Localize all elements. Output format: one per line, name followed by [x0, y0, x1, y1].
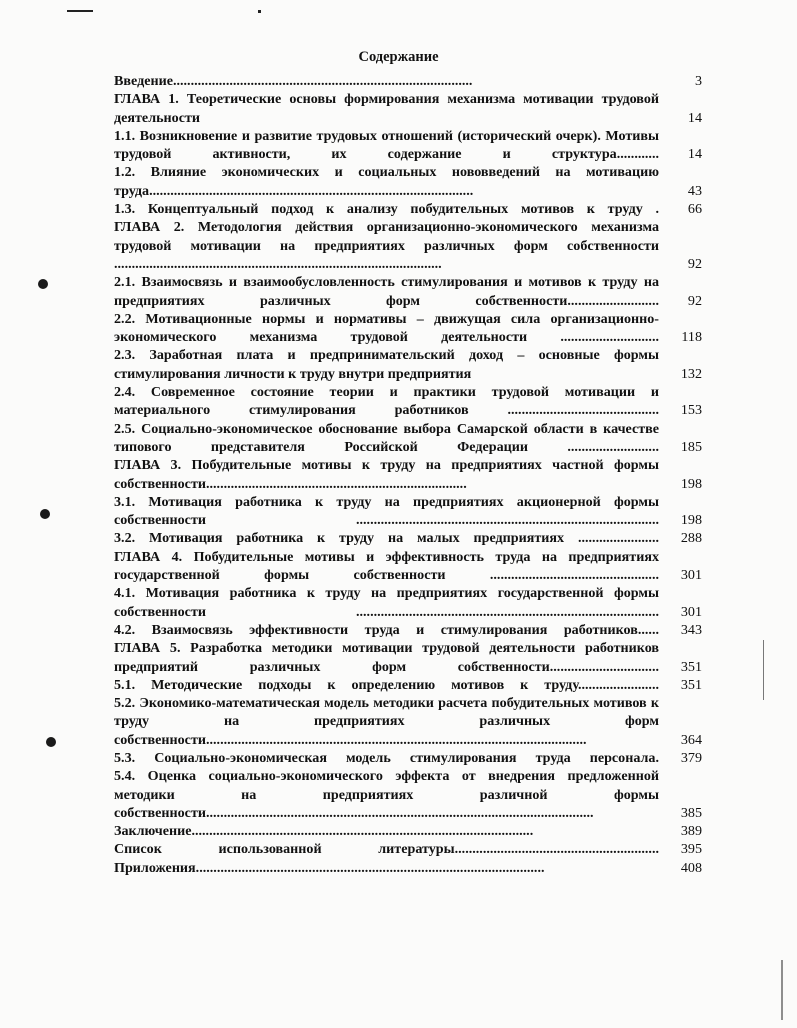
toc-entry-title: Список использованной литературы..........................................................	[114, 841, 659, 858]
toc-entry	[114, 859, 702, 877]
toc-entry-title: 3.1. Мотивация работника к труду на предприятиях акционерной формы собственности ......................................................................................	[114, 493, 659, 529]
toc-entry-page: 389	[680, 823, 702, 840]
toc-entry-title: ГЛАВА 2. Методология действия организационно-экономического механизма трудовой мотивации на предприятиях различных форм собственности .............................................................................................	[114, 219, 659, 272]
toc-entry-title: 2.4. Современное состояние теории и практики трудовой мотивации и материального стимулирования работников ...........................................	[114, 384, 659, 419]
toc-entry	[114, 456, 702, 493]
toc-entry	[114, 493, 702, 530]
toc-entry	[114, 200, 702, 218]
toc-entry-page: 198	[680, 512, 702, 529]
hole-punch-mark	[40, 509, 50, 519]
toc-entry-title: ГЛАВА 3. Побудительные мотивы к труду на предприятиях частной формы собственности..........................................................................	[114, 457, 659, 492]
toc-entry-page: 3	[694, 73, 702, 89]
toc-entry	[114, 218, 702, 273]
toc-entry	[114, 694, 702, 749]
toc-entry-page: 351	[680, 676, 702, 693]
toc-entry	[114, 584, 702, 621]
toc-entry-title: 4.2. Взаимосвязь эффективности труда и стимулирования работников......	[114, 621, 659, 638]
scan-mark	[763, 640, 764, 700]
toc-entry-page: 379	[680, 749, 702, 766]
scan-mark	[781, 960, 783, 1020]
toc-entry	[114, 127, 702, 164]
toc-entry-page: 92	[687, 255, 702, 272]
toc-entry-page: 43	[687, 182, 702, 199]
scan-mark	[67, 10, 93, 12]
toc-entry-title: 2.1. Взаимосвязь и взаимообусловленность стимулирования и мотивов к труду на предприятиях различных форм собственности..........................	[114, 274, 659, 309]
toc-entry	[114, 420, 702, 457]
toc-entry-page: 14	[687, 109, 702, 126]
toc-entry-title: 2.2. Мотивационные нормы и нормативы – движущая сила организационно-экономического механизма трудовой деятельности ............................	[114, 310, 659, 346]
toc-entry-page: 153	[680, 402, 702, 419]
toc-entry-page: 14	[687, 146, 702, 163]
toc-entry-title: 5.4. Оценка социально-экономического эффекта от внедрения предложенной методики на предприятиях различной формы собственности..............................................................................................................	[114, 768, 659, 821]
toc-entry-title: 1.1. Возникновение и развитие трудовых отношений (исторический очерк). Мотивы трудовой активности, их содержание и структура............	[114, 127, 659, 163]
toc-entry-title: Приложения...................................................................................................	[114, 859, 545, 876]
toc-entry-page: 408	[680, 859, 702, 876]
toc-entry-title: 5.2. Экономико-математическая модель методики расчета побудительных мотивов к труду на предприятиях различных форм собственности............................................................................................................	[114, 695, 659, 748]
toc-entry-page: 364	[680, 731, 702, 748]
toc-entry-title: Введение.....................................................................................	[114, 73, 473, 89]
toc-entry-title: Заключение.................................................................................................	[114, 823, 534, 840]
hole-punch-mark	[38, 279, 48, 289]
toc-entry-page: 385	[680, 804, 702, 821]
toc-entry-title: 2.5. Социально-экономическое обоснование выбора Самарской области в качестве типового представителя Российской Федерации ..........................	[114, 420, 659, 455]
toc-entry-page: 185	[680, 438, 702, 455]
toc-entry	[114, 163, 702, 200]
toc-entry-title: ГЛАВА 4. Побудительные мотивы и эффективность труда на предприятиях государственной формы собственности ................................................	[114, 548, 659, 584]
toc-entry-page: 301	[680, 567, 702, 584]
toc-entry-title: 4.1. Мотивация работника к труду на предприятиях государственной формы собственности ......................................................................................	[114, 585, 659, 620]
toc-entry-title: 3.2. Мотивация работника к труду на малых предприятиях .......................	[114, 530, 659, 547]
toc-entry	[114, 383, 702, 420]
toc-entry	[114, 529, 702, 547]
toc-entry-page: 395	[680, 841, 702, 858]
toc-entry	[114, 273, 702, 310]
scan-mark	[258, 10, 261, 13]
toc-entry	[114, 767, 702, 822]
toc-entry-title: 5.3. Социально-экономическая модель стимулирования труда персонала.	[114, 749, 659, 766]
toc-entry-page: 198	[680, 475, 702, 492]
toc-entry	[114, 548, 702, 585]
hole-punch-mark	[46, 737, 56, 747]
toc-entry-page: 351	[680, 658, 702, 675]
toc-entry	[114, 676, 702, 694]
toc-entry-title: 1.3. Концептуальный подход к анализу побудительных мотивов к труду .	[114, 201, 659, 218]
toc-entry-page: 132	[680, 365, 702, 382]
table-of-contents	[114, 72, 702, 877]
toc-entry-page: 301	[680, 603, 702, 620]
toc-entry	[114, 621, 702, 639]
toc-entry-page: 118	[681, 329, 702, 346]
toc-entry-page: 92	[687, 292, 702, 309]
toc-entry-title: 2.3. Заработная плата и предпринимательский доход – основные формы стимулирования личности к труду внутри предприятия	[114, 347, 659, 382]
toc-entry-page: 66	[687, 201, 702, 218]
toc-entry-title: 1.2. Влияние экономических и социальных нововведений на мотивацию труда............................................................................................	[114, 164, 659, 199]
toc-entry-title: 5.1. Методические подходы к определению мотивов к труду.......................	[114, 676, 659, 693]
toc-entry	[114, 310, 702, 347]
page-title: Содержание	[358, 49, 439, 65]
toc-entry	[114, 72, 702, 90]
toc-entry	[114, 840, 702, 858]
toc-entry	[114, 822, 702, 840]
toc-entry-title: ГЛАВА 5. Разработка методики мотивации трудовой деятельности работников предприятий различных форм собственности...............................	[114, 640, 659, 675]
toc-entry	[114, 639, 702, 676]
toc-entry	[114, 749, 702, 767]
toc-entry-page: 288	[680, 530, 702, 547]
toc-entry	[114, 346, 702, 383]
toc-entry-title: ГЛАВА 1. Теоретические основы формирования механизма мотивации трудовой деятельности	[114, 91, 659, 126]
toc-entry-page: 343	[680, 621, 702, 638]
toc-entry	[114, 90, 702, 127]
